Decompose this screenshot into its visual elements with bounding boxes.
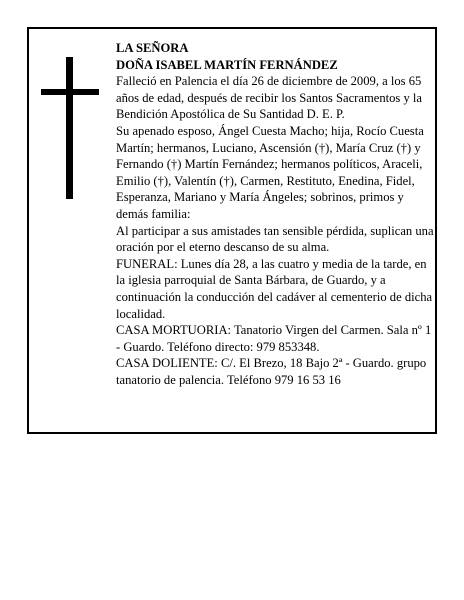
death-announcement: Falleció en Palencia el día 26 de diciembre de 2009, a los 65 años de edad, después de recibir los Santos Sacramentos y la Bendición Apostólica de Su Santidad D. E. P.: [116, 74, 423, 122]
cross-vertical-bar: [66, 57, 73, 199]
cross-horizontal-bar: [41, 89, 99, 95]
prayer-request: Al participar a sus amistades tan sensible pérdida, suplican una oración por el eterno descanso de su alma.: [116, 223, 434, 255]
obituary-notice: [27, 27, 437, 434]
family-list: Su apenado esposo, Ángel Cuesta Macho; hija, Rocío Cuesta Martín; hermanos, Luciano, Ascensión (†), María Cruz (†) y Fernando (†) Martín Fernández; hermanos políticos, Araceli, Emilio (†), Valentín (†), Carmen, Restituto, Enedina, Fidel, Esperanza, Mariano y María Ángeles; sobrinos, primos y demás familia:: [116, 123, 424, 221]
cross-icon: [41, 57, 99, 199]
obituary-text: [116, 40, 436, 388]
funeral-details: FUNERAL: Lunes día 28, a las cuatro y media de la tarde, en la iglesia parroquial de Santa Bárbara, de Guardo, y a continuación la conducción del cadáver al cementerio de dicha localidad.: [116, 256, 433, 321]
funeral-home-details: CASA MORTUORIA: Tanatorio Virgen del Carmen. Sala nº 1 - Guardo. Teléfono directo: 979 853348.: [116, 323, 432, 354]
deceased-name: DOÑA ISABEL MARTÍN FERNÁNDEZ: [116, 57, 338, 72]
family-home-details: CASA DOLIENTE: C/. El Brezo, 18 Bajo 2ª - Guardo. grupo tanatorio de palencia. Teléfono 979 16 53 16: [116, 356, 427, 387]
notice-title: LA SEÑORA: [116, 41, 189, 55]
